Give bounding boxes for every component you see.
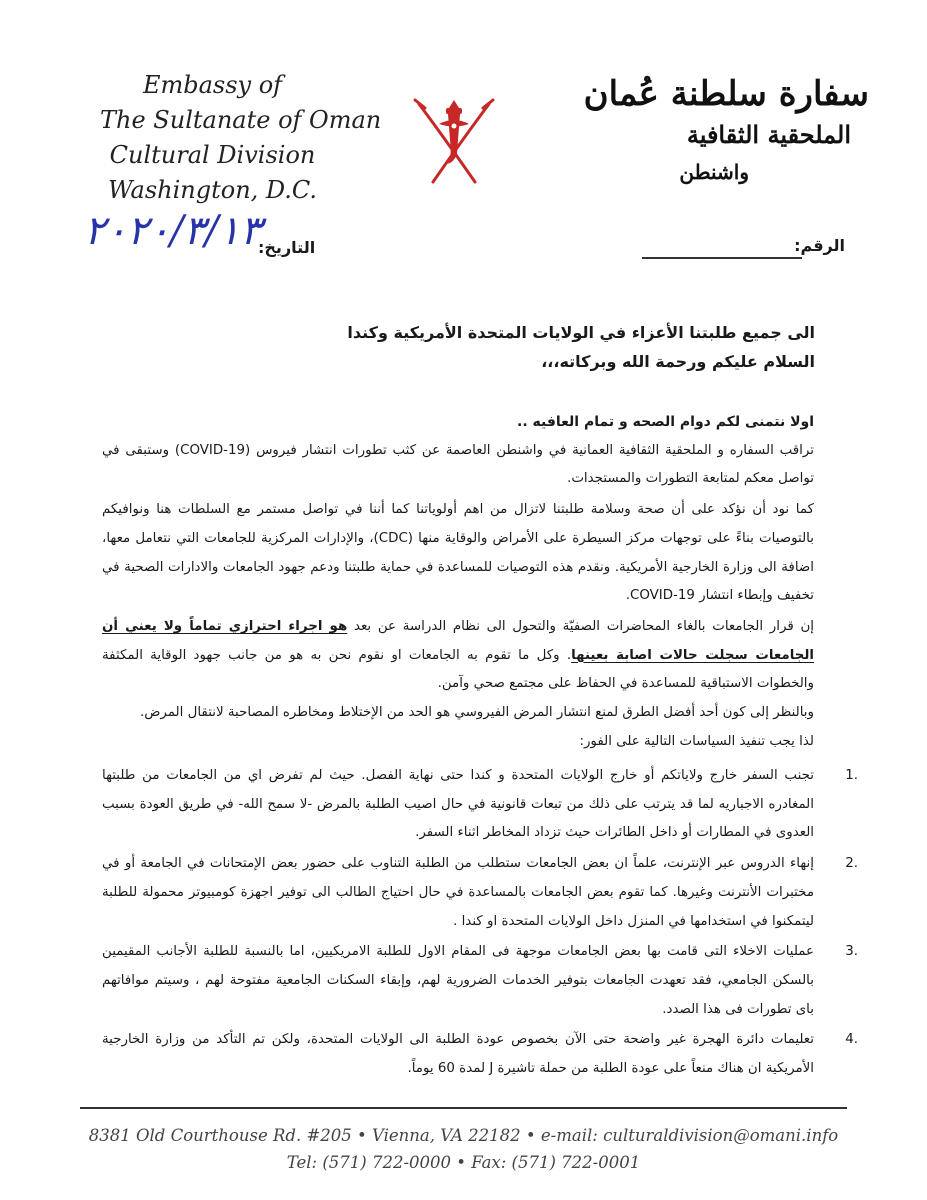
- list-number: 1.: [845, 768, 858, 783]
- date-label: التاريخ:: [258, 238, 316, 257]
- reference-label: الرقم:: [794, 236, 845, 255]
- embassy-name-english: [100, 68, 382, 208]
- body-paragraph: وبالنظر إلى كون أحد أفضل الطرق لمنع انتشار المرض الفيروسي هو الحد من الإختلاط ومخاطره المصاحبة لانتقال المرض.: [139, 705, 814, 721]
- addressee-line: الى جميع طلبتنا الأعزاء في الولايات المتحدة الأمريكية وكندا: [347, 323, 815, 342]
- addressee-block: [115, 318, 815, 376]
- list-number: 4.: [845, 1032, 858, 1048]
- list-item-text: عمليات الاخلاء التى قامت بها بعض الجامعات موجهة فى المقام الاول للطلبة الامريكيين، اما بالنسبة للطلبة الأجانب المقيمين بالسكن الجامعي، فقد تعهدت الجامعات بتوفير الخدمات الضرورية لهم، وإبقاء السكنات الجامعية مفتوحة لهم ، وسيتم موافاتهم باى تطورات فى هذا الصدد.: [102, 944, 814, 1017]
- oman-emblem-icon: [413, 96, 495, 186]
- list-item: [102, 850, 858, 936]
- body-text: إن قرار الجامعات بالغاء المحاضرات الصفيّة والتحول الى نظام الدراسة عن بعد: [347, 618, 815, 634]
- embassy-arabic-line: سفارة سلطنة عُمان: [583, 74, 869, 114]
- letter-body: [102, 408, 814, 756]
- body-text: . وكل ما تقوم به الجامعات او نقوم نحن به هو من جانب جهود الوقاية المكثفة والخطوات الاستباقية للمساعدة في الحفاظ على مجتمع صحي وآمن.: [102, 647, 814, 692]
- greeting-line: السلام عليكم ورحمة الله وبركاته،،،: [541, 352, 815, 371]
- footer-phone: Tel: (571) 722-0000 • Fax: (571) 722-0001: [286, 1153, 641, 1172]
- embassy-line: The Sultanate of Oman: [100, 106, 382, 134]
- body-paragraph: [102, 613, 814, 699]
- footer-divider: [80, 1107, 847, 1109]
- policy-list: [102, 762, 858, 1086]
- list-item-text: إنهاء الدروس عبر الإنترنت، علماً ان بعض الجامعات ستطلب من الطلبة التناوب على حضور بعض الإمتحانات في الجامعة أو في مختبرات الأنترنت وغيرها. كما تقوم بعض الجامعات بالمساعدة في حال احتياج الطالب الى توفير اجهزة كومبيوتر محمولة للطلبة ليتمكنوا في استخدامها في المنزل داخل الولايات المتحدة او كندا .: [102, 856, 814, 929]
- list-item: [102, 762, 858, 848]
- list-item: [102, 938, 858, 1024]
- body-paragraph: لذا يجب تنفيذ السياسات التالية على الفور:: [579, 733, 814, 749]
- list-number: 3.: [845, 944, 858, 960]
- opening-line: اولا نتمنى لكم دوام الصحه و تمام العافيه ..: [517, 414, 814, 430]
- embassy-line: Cultural Division: [109, 141, 316, 169]
- handwritten-date: ٢٠٢٠/٣/١٣: [84, 208, 262, 254]
- embassy-line: Washington, D.C.: [107, 176, 318, 204]
- embassy-line: Embassy of: [142, 71, 283, 99]
- list-item: [102, 1026, 858, 1083]
- emphasized-text: هو اجراء احترازي تماماً ولا يعني أن الجامعات سجلت حالات اصابة بعينها: [102, 618, 815, 663]
- list-number: 2.: [845, 856, 858, 872]
- list-item-text: تعليمات دائرة الهجرة غير واضحة حتى الآن بخصوص عودة الطلبة الى الولايات المتحدة، ولكن تم التأكد من وزارة الخارجية الأمريكية ان هناك منعاً على عودة الطلبة من حملة تاشيرة J لمدة 60 يوماً.: [102, 1032, 814, 1077]
- embassy-arabic-line: واشنطن: [679, 160, 749, 184]
- footer-address: 8381 Old Courthouse Rd. #205 • Vienna, VA 22182 • e-mail: culturaldivision@omani.info: [88, 1126, 839, 1145]
- embassy-arabic-line: الملحقية الثقافية: [686, 120, 851, 149]
- list-item-text: تجنب السفر خارج ولاياتكم أو خارج الولايات المتحدة و كندا حتى نهاية الفصل. حيث لم تفرض اي من الجامعات من طلبتها المغادره الاجباريه لما قد يترتب على ذلك من تبعات قانونية في حال اصيب الطلبة بالمرض -لا سمح الله- في طريق العودة بسبب العدوى في المطارات أو داخل الطائرات حيث تزداد المخاطر اثناء السفر.: [102, 768, 814, 841]
- embassy-name-arabic: [583, 72, 869, 190]
- body-paragraph: كما نود أن نؤكد على أن صحة وسلامة طلبتنا لاتزال من اهم أولوياتنا كما أننا في تواصل مستمر مع السلطات هنا ونوافيكم بالتوصيات بناءً على توجهات مركز السيطرة على الأمراض والوقاية منها (CDC)، والإدارات المركزية للجامعات التي نتعامل معها، اضافة الى وزارة الخارجية الأمريكية. ونقدم هذه التوصيات للمساعدة في حماية طلبتنا ودعم جهود الجامعات والادارات الصحية في تخفيف وإبطاء انتشار COVID-19.: [102, 502, 814, 604]
- body-paragraph: تراقب السفاره و الملحقية الثقافية العمانية في واشنطن العاصمة عن كثب تطورات انتشار فيروس (COVID-19) وستبقى في تواصل معكم لمتابعة التطورات والمستجدات.: [102, 442, 814, 487]
- reference-blank-line: [642, 257, 802, 259]
